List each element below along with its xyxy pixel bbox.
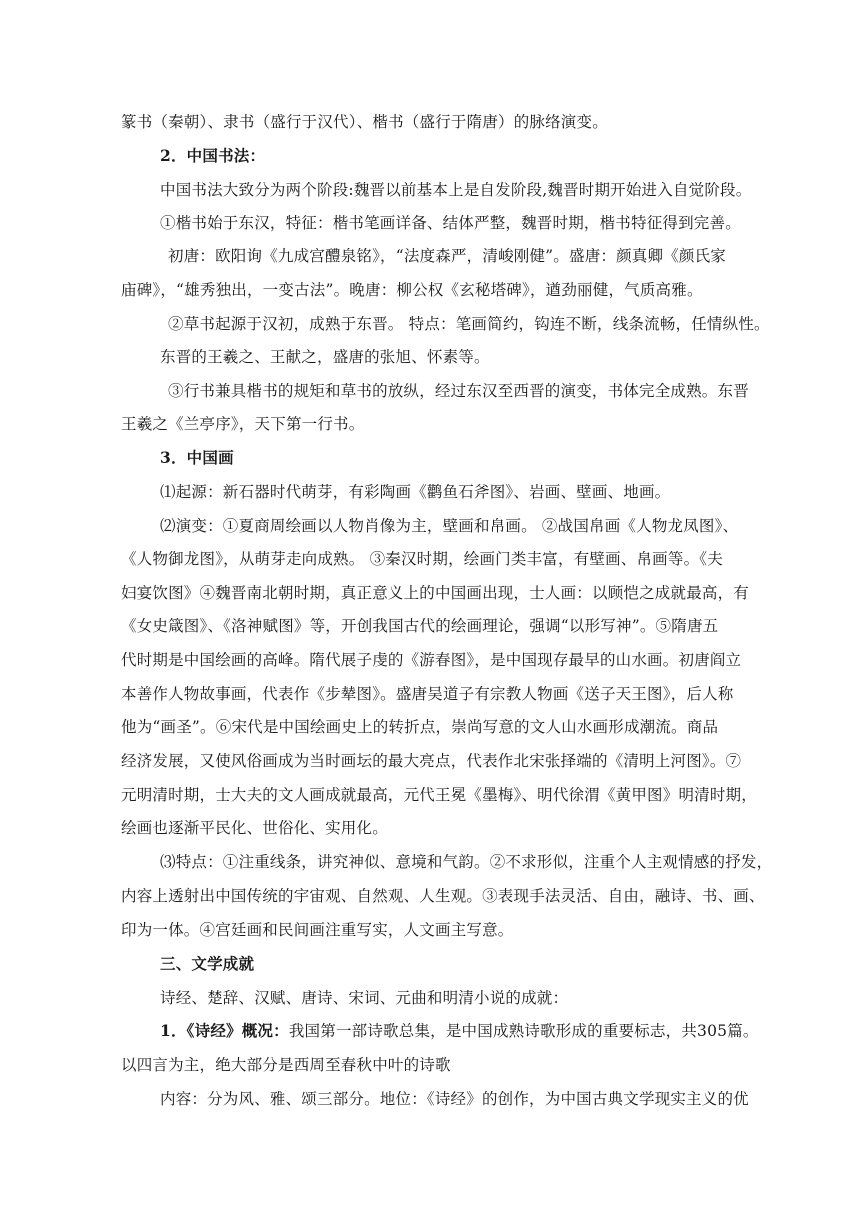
text-line: 以四言为主，绝大部分是西周至春秋中叶的诗歌: [121, 1056, 451, 1074]
section-heading-calligraphy: 2．中国书法：: [160, 146, 266, 165]
text-line: ①楷书始于东汉，特征：楷书笔画详备、结体严整，魏晋时期，楷书特征得到完善。: [160, 214, 741, 232]
section-heading-literature: 三、文学成就: [160, 954, 255, 973]
text-line: 庙碑》，“雄秀独出，一变古法”。晚唐：柳公权《玄秘塔碑》，遒劲丽健，气质高雅。: [121, 281, 703, 299]
text-line: 东晋的王羲之、王献之，盛唐的张旭、怀素等。: [160, 348, 490, 366]
shijing-text: 我国第一部诗歌总集，是中国成熟诗歌形成的重要标志，共305篇。: [288, 1022, 759, 1040]
text-line: 印为一体。④宫廷画和民间画注重写实，人文画主写意。: [121, 921, 514, 939]
text-line: ③行书兼具楷书的规矩和草书的放纵，经过东汉至西晋的演变，书体完全成熟。东晋: [168, 382, 749, 400]
text-line: 中国书法大致分为两个阶段:魏晋以前基本上是自发阶段,魏晋时期开始进入自觉阶段。: [160, 181, 752, 199]
text-line: 诗经、楚辞、汉赋、唐诗、宋词、元曲和明清小说的成就：: [160, 989, 569, 1007]
text-line: ⑴起源：新石器时代萌芽，有彩陶画《鹳鱼石斧图》、岩画、壁画、地画。: [160, 483, 671, 501]
text-line: ⑶特点：①注重线条，讲究神似、意境和气韵。②不求形似，注重个人主观情感的抒发，: [160, 853, 773, 871]
text-line: 本善作人物故事画，代表作《步辇图》。盛唐吴道子有宗教人物画《送子天王图》，后人称: [121, 685, 734, 703]
text-line: 《人物御龙图》，从萌芽走向成熟。 ③秦汉时期，绘画门类丰富，有壁画、帛画等。《夫: [121, 550, 723, 568]
text-line: 元明清时期，士大夫的文人画成就最高，元代王冕《墨梅》、明代徐渭《黄甲图》明清时期，: [121, 786, 757, 804]
text-line: 篆书（秦朝）、隶书（盛行于汉代）、楷书（盛行于隋唐）的脉络演变。: [121, 113, 608, 131]
text-line: 内容：分为风、雅、颂三部分。地位：《诗经》的创作，为中国古典文学现实主义的优: [160, 1090, 749, 1108]
text-line: 经济发展，又使风俗画成为当时画坛的最大亮点，代表作北宋张择端的《清明上河图》。⑦: [121, 752, 742, 770]
text-line: 王羲之《兰亭序》，天下第一行书。: [121, 415, 365, 433]
text-line: 代时期是中国绘画的高峰。隋代展子虔的《游春图》，是中国现存最早的山水画。初唐阎立: [121, 651, 742, 669]
text-line: ⑵演变：①夏商周绘画以人物肖像为主，壁画和帛画。 ②战国帛画《人物龙凤图》、: [160, 517, 739, 535]
text-line: 《女史箴图》、《洛神赋图》等，开创我国古代的绘画理论，强调“以形写神”。⑤隋唐五: [121, 617, 719, 635]
section-heading-painting: 3．中国画: [160, 448, 234, 467]
text-line: ②草书起源于汉初，成熟于东晋。 特点：笔画简约，钩连不断，线条流畅，任情纵性。: [168, 315, 770, 333]
text-line: 妇宴饮图》④魏晋南北朝时期，真正意义上的中国画出现，士人画：以顾恺之成就最高，有: [121, 584, 750, 602]
text-line: 初唐：欧阳询《九成宫醴泉铭》，“法度森严，清峻刚健”。盛唐：颜真卿《颜氏家: [168, 247, 727, 265]
text-line: 绘画也逐渐平民化、世俗化、实用化。: [121, 819, 388, 837]
text-line: 内容上透射出中国传统的宇宙观、自然观、人生观。③表现手法灵活、自由，融诗、书、画、: [121, 887, 765, 905]
text-line: 他为“画圣”。⑥宋代是中国绘画史上的转折点，崇尚写意的文人山水画形成潮流。商品: [121, 718, 719, 736]
text-line-shijing: [160, 1021, 759, 1041]
shijing-label: 1．《诗经》概况：: [160, 1021, 289, 1040]
